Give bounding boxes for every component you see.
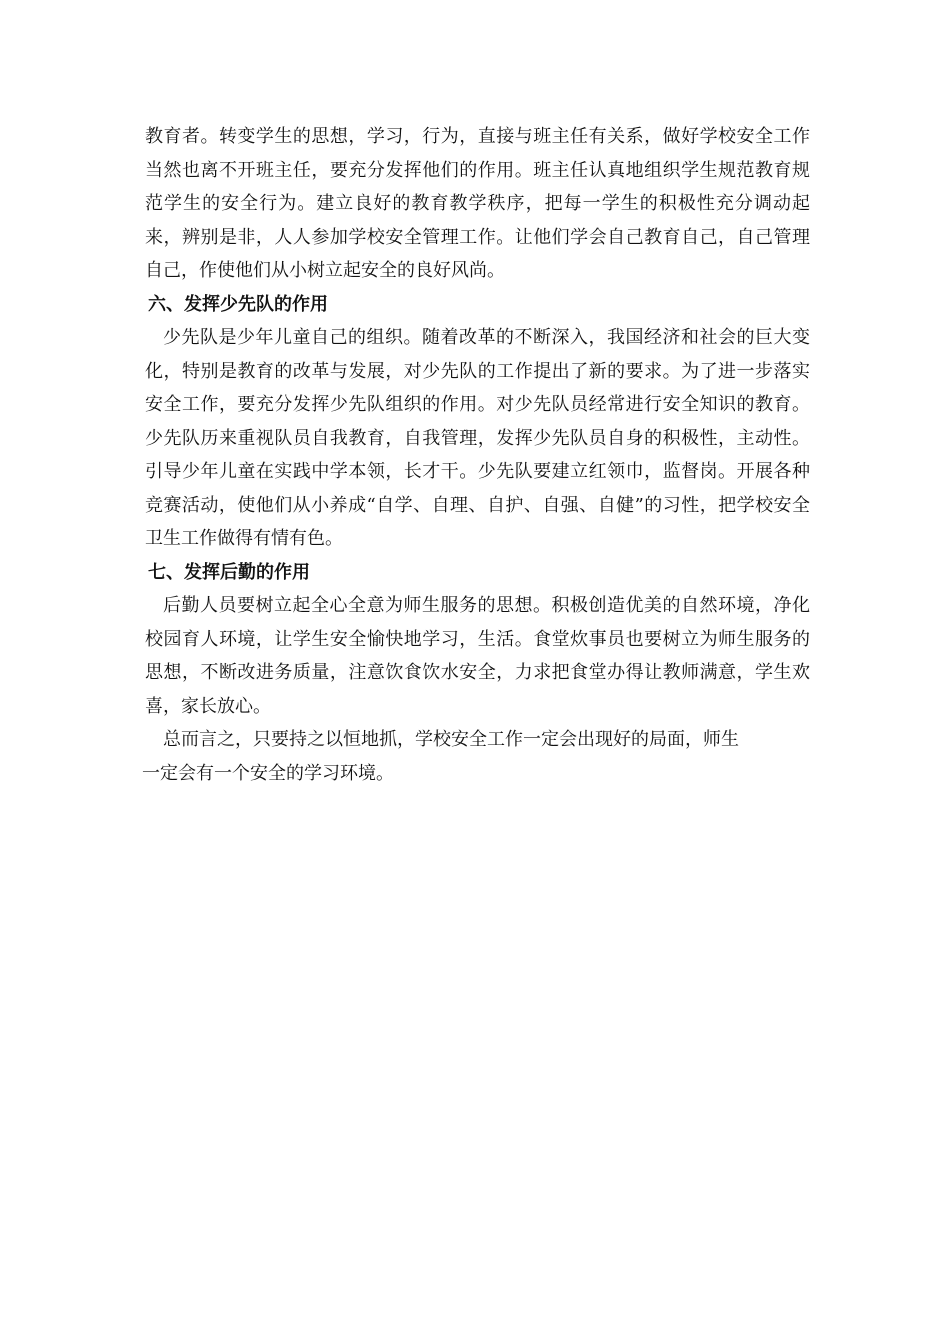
section-body-logistics: 后勤人员要树立起全心全意为师生服务的思想。积极创造优美的自然环境，净化校园育人环境，让学生安全愉快地学习，生活。食堂炊事员也要树立为师生服务的思想，不断改进务质量，注意饮食饮水安全，力求把食堂办得让教师满意，学生欢喜，家长放心。 xyxy=(145,595,810,717)
closing-line-1: 总而言之，只要持之以恒地抓，学校安全工作一定会出现好的局面，师生 xyxy=(163,729,739,750)
section-body-young-pioneers: 少先队是少年儿童自己的组织。随着改革的不断深入，我国经济和社会的巨大变化，特别是教育的改革与发展，对少先队的工作提出了新的要求。为了进一步落实安全工作，要充分发挥少先队组织的作用。对少先队员经常进行安全知识的教育。少先队历来重视队员自我教育，自我管理，发挥少先队员自身的积极性，主动性。引导少年儿童在实践中学本领，长才干。少先队要建立红领巾，监督岗。开展各种竞赛活动，使他们从小养成“自学、自理、自护、自强、自健”的习性，把学校安全卫生工作做得有情有色。 xyxy=(145,327,810,549)
document-body xyxy=(142,120,810,790)
section-heading-young-pioneers: 六、发挥少先队的作用 xyxy=(148,293,328,315)
closing-paragraph xyxy=(142,723,785,790)
intro-paragraph: 教育者。转变学生的思想，学习，行为，直接与班主任有关系，做好学校安全工作当然也离不开班主任，要充分发挥他们的作用。班主任认真地组织学生规范教育规范学生的安全行为。建立良好的教育教学秩序，把每一学生的积极性充分调动起来，辨别是非，人人参加学校安全管理工作。让他们学会自己教育自己，自己管理自己，作使他们从小树立起安全的良好风尚。 xyxy=(145,126,810,281)
section-heading-logistics: 七、发挥后勤的作用 xyxy=(148,561,310,583)
closing-line-2: 一定会有一个安全的学习环境。 xyxy=(142,762,394,784)
